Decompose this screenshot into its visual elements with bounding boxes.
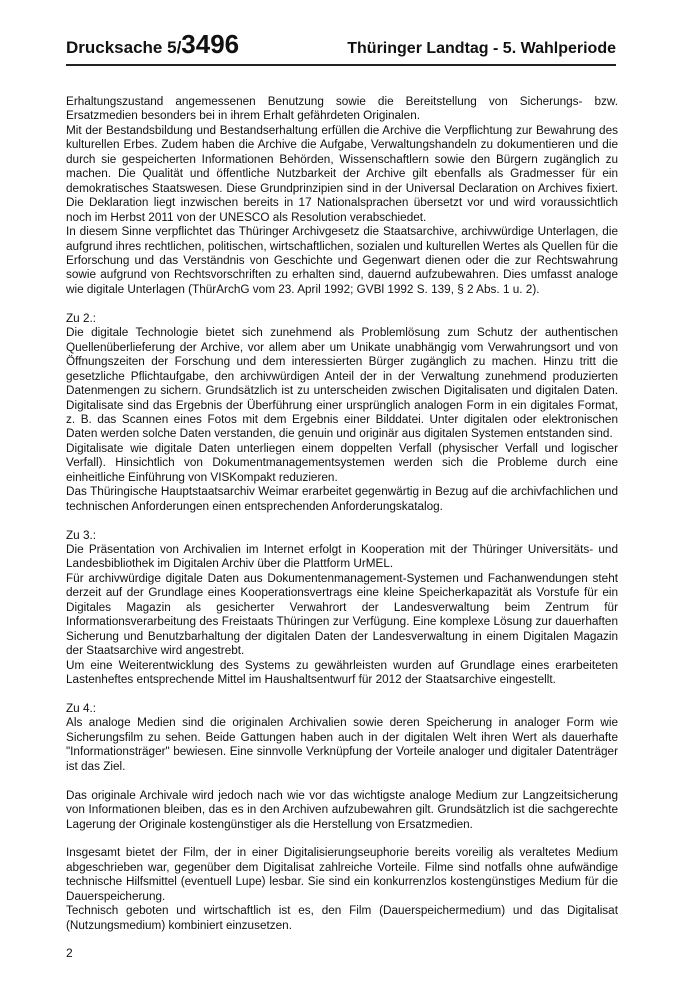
paragraph: In diesem Sinne verpflichtet das Thüringer Archivgesetz die Staatsarchive, archivwürdige Unterlagen, die aufgrund ihres rechtlichen, politischen, wirtschaftlichen, sozialen und kulturellen Wertes als Quellen für die Erforschung und das Verständnis von Geschichte und Gegenwart dienen oder die zur Rechtswahrung sowie aufgrund von Rechtsvorschriften zu erhalten sind, dauernd aufzubewahren. Dies umfasst analoge wie digitale Unterlagen (ThürArchG vom 23. April 1992; GVBl 1992 S. 139, § 2 Abs. 1 u. 2).: [66, 225, 618, 296]
paragraph: Als analoge Medien sind die originalen Archivalien sowie deren Speicherung in analoger Form wie Sicherungsfilm zu sehen. Beide Gattungen haben auch in der digitalen Welt ihren Wert als dauerhafte "Informationsträger" bewiesen. Eine sinnvolle Verknüpfung der Vorteile analoger und digitaler Datenträger ist das Ziel.: [66, 716, 618, 773]
parliament-title: Thüringer Landtag - 5. Wahlperiode: [347, 40, 616, 57]
paragraph: Das Thüringische Hauptstaatsarchiv Weimar erarbeitet gegenwärtig in Bezug auf die archivfachlichen und technischen Anforderungen einen entsprechenden Anforderungskatalog.: [66, 485, 618, 513]
paragraph: Um eine Weiterentwicklung des Systems zu gewährleisten wurden auf Grundlage eines erarbeiteten Lastenheftes entsprechende Mittel im Haushaltsentwurf für 2012 der Staatsarchive eingestellt.: [66, 658, 618, 687]
paragraph-spacer: [66, 297, 618, 311]
paragraph: Insgesamt bietet der Film, der in einer Digitalisierungseuphorie bereits voreilig als veraltetes Medium abgeschrieben war, gegenüber dem Digitalisat zahlreiche Vorteile. Filme sind notfalls ohne aufwändige technische Hilfsmittel (eventuell Lupe) lesbar. Sie sind ein konkurrenzlos kostengünstiges Medium für die Dauerspeicherung.: [66, 846, 618, 903]
page-header: [66, 30, 616, 62]
paragraph: Die Präsentation von Archivalien im Internet erfolgt in Kooperation mit der Thüringer Universitäts- und Landesbibliothek im Digitalen Archiv über die Plattform UrMEL.: [66, 543, 618, 571]
paragraph: Die digitale Technologie bietet sich zunehmend als Problemlösung zum Schutz der authentischen Quellenüberlieferung der Archive, vor allem aber um Unikate unabhängig vom Verwahrungsort und von Öffnungszeiten der Forschung und dem interessierten Bürger zugänglich zu machen. Hinzu tritt die gesetzliche Pflichtaufgabe, den archivwürdigen Anteil der in der Verwaltung zunehmend produzierten Datenmengen zu sichern. Grundsätzlich ist zu unterscheiden zwischen Digitalisaten und digitalen Daten. Digitalisate sind das Ergebnis der Überführung einer ursprünglich analogen Form in ein digitales Format, z. B. das Scannen eines Fotos mit dem Ergebnis einer Bilddatei. Unter digitalen oder elektronischen Daten werden solche Daten verstanden, die genuin und originär aus digitalen Systemen entstanden sind.: [66, 326, 618, 441]
drucksache-label: Drucksache 5/: [66, 38, 182, 57]
page-number: 2: [66, 946, 73, 960]
drucksache-number: 3496: [181, 29, 240, 59]
paragraph-spacer: [66, 688, 618, 702]
section-heading-zu-2: Zu 2.:: [66, 311, 97, 325]
drucksache-reference: [66, 29, 239, 60]
paragraph: Mit der Bestandsbildung und Bestandserhaltung erfüllen die Archive die Verpflichtung zur Bewahrung des kulturellen Erbes. Zudem haben die Archive die Aufgabe, Verwaltungshandeln zu dokumentieren und die durch sie gespeicherten Informationen Behörden, Wissenschaftlern sowie den Bürgern zugänglich zu machen. Die Qualität und öffentliche Nutzbarkeit der Archive gilt ebenfalls als Gradmesser für ein demokratisches Staatswesen. Diese Grundprinzipien sind in der Universal Declaration on Archives fixiert. Die Deklaration liegt inzwischen bereits in 17 Nationalsprachen übersetzt vor und wird voraussichtlich noch im Herbst 2011 von der UNESCO als Resolution verabschiedet.: [66, 123, 618, 224]
paragraph-spacer: [66, 832, 618, 846]
section-heading-zu-4: Zu 4.:: [66, 701, 97, 715]
paragraph: Das originale Archivale wird jedoch nach wie vor das wichtigste analoge Medium zur Langzeitsicherung von Informationen bleiben, das es in den Archiven aufzubewahren gilt. Grundsätzlich ist die sachgerechte Lagerung der Originale kostengünstiger als die Herstellung von Ersatzmedien.: [66, 788, 618, 831]
paragraph: Für archivwürdige digitale Daten aus Dokumentenmanagement-Systemen und Fachanwendungen steht derzeit auf der Grundlage eines Kooperationsvertrags eine kleine Speicherkapazität als Vorstufe für ein Digitales Magazin als gesicherter Verwahrort der Landesverwaltung beim Zentrum für Informationsverarbeitung des Freistaats Thüringen zur Verfügung. Eine komplexe Lösung zur dauerhaften Sicherung und Benutzbarhaltung der digitalen Daten der Landesverwaltung in einem Digitalen Magazin der Staatsarchive wird angestrebt.: [66, 571, 618, 658]
paragraph-spacer: [66, 514, 618, 528]
paragraph: Erhaltungszustand angemessenen Benutzung sowie die Bereitstellung von Sicherungs- bzw. Ersatzmedien besonders bei in ihrem Erhalt gefährdeten Originalen.: [66, 95, 618, 123]
section-heading-zu-3: Zu 3.:: [66, 528, 97, 542]
paragraph-spacer: [66, 774, 618, 788]
paragraph: Digitalisate wie digitale Daten unterliegen einem doppelten Verfall (physischer Verfall und logischer Verfall). Hinsichtlich von Dokumentmanagementsystemen werden sich die Probleme durch eine einheitliche Einführung von VISKompakt reduzieren.: [66, 441, 618, 484]
header-divider: [66, 64, 616, 66]
document-body: [66, 95, 618, 933]
paragraph: Technisch geboten und wirtschaftlich ist es, den Film (Dauerspeichermedium) und das Digitalisat (Nutzungsmedium) kombiniert einzusetzen.: [66, 904, 618, 932]
